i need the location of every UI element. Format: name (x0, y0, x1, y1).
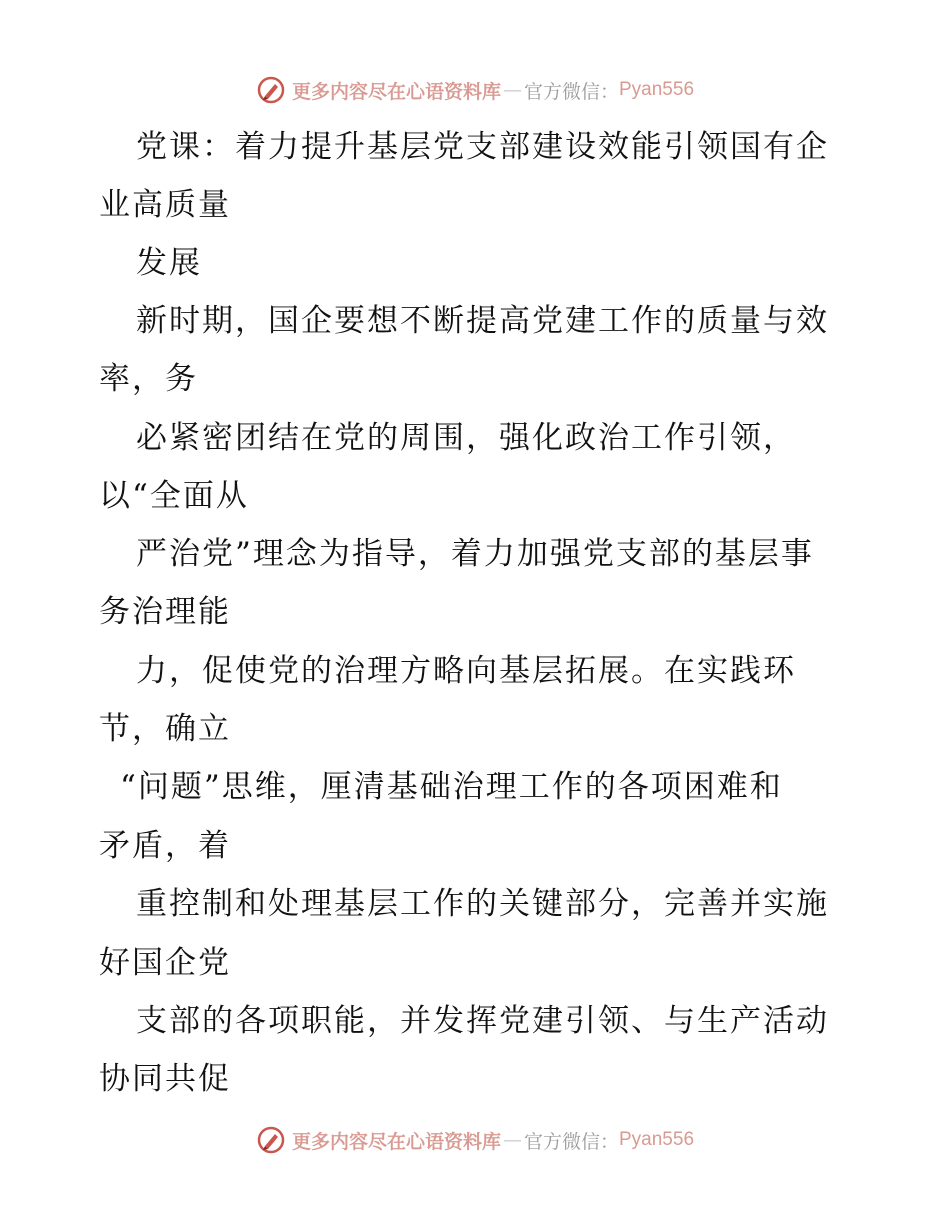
text-line: 力，促使党的治理方略向基层拓展。在实践环 (136, 653, 796, 689)
text-line: 协同共促 (99, 1061, 231, 1097)
watermark-wechat-label: 官方微信： (523, 80, 619, 103)
watermark-wechat-id: Pyan556 (619, 1129, 695, 1150)
text-line: 支部的各项职能，并发挥党建引领、与生产活动 (136, 1003, 829, 1039)
text-line: 节，确立 (99, 711, 231, 747)
watermark-wechat-id: Pyan556 (619, 79, 695, 100)
text-line: 重控制和处理基层工作的关键部分，完善并实施 (136, 886, 829, 922)
watermark-separator: — (502, 79, 522, 101)
text-line: 新时期，国企要想不断提高党建工作的质量与效 (136, 303, 829, 339)
watermark-separator: — (502, 1129, 522, 1151)
text-line: 党课：着力提升基层党支部建设效能引领国有企 (136, 129, 829, 165)
text-line: 必紧密团结在党的周围，强化政治工作引领， (136, 420, 796, 456)
header-watermark (0, 70, 950, 110)
red-pen-logo-icon (256, 75, 286, 105)
footer-watermark (0, 1120, 950, 1160)
watermark-main-text: 更多内容尽在心语资料库 (291, 80, 501, 103)
watermark-main-text: 更多内容尽在心语资料库 (291, 1130, 501, 1153)
text-line: 业高质量 (99, 187, 231, 223)
text-line: 率，务 (99, 361, 198, 397)
text-line: “问题”思维，厘清基础治理工作的各项困难和 (120, 769, 783, 805)
text-line: 好国企党 (99, 945, 231, 981)
text-line: 矛盾，着 (99, 828, 231, 864)
text-line: 以“全面从 (99, 478, 249, 514)
red-pen-logo-icon (256, 1125, 286, 1155)
text-line: 务治理能 (99, 594, 231, 630)
watermark-wechat-label: 官方微信： (523, 1130, 619, 1153)
text-line: 严治党”理念为指导，着力加强党支部的基层事 (136, 536, 814, 572)
text-line: 发展 (136, 245, 202, 281)
